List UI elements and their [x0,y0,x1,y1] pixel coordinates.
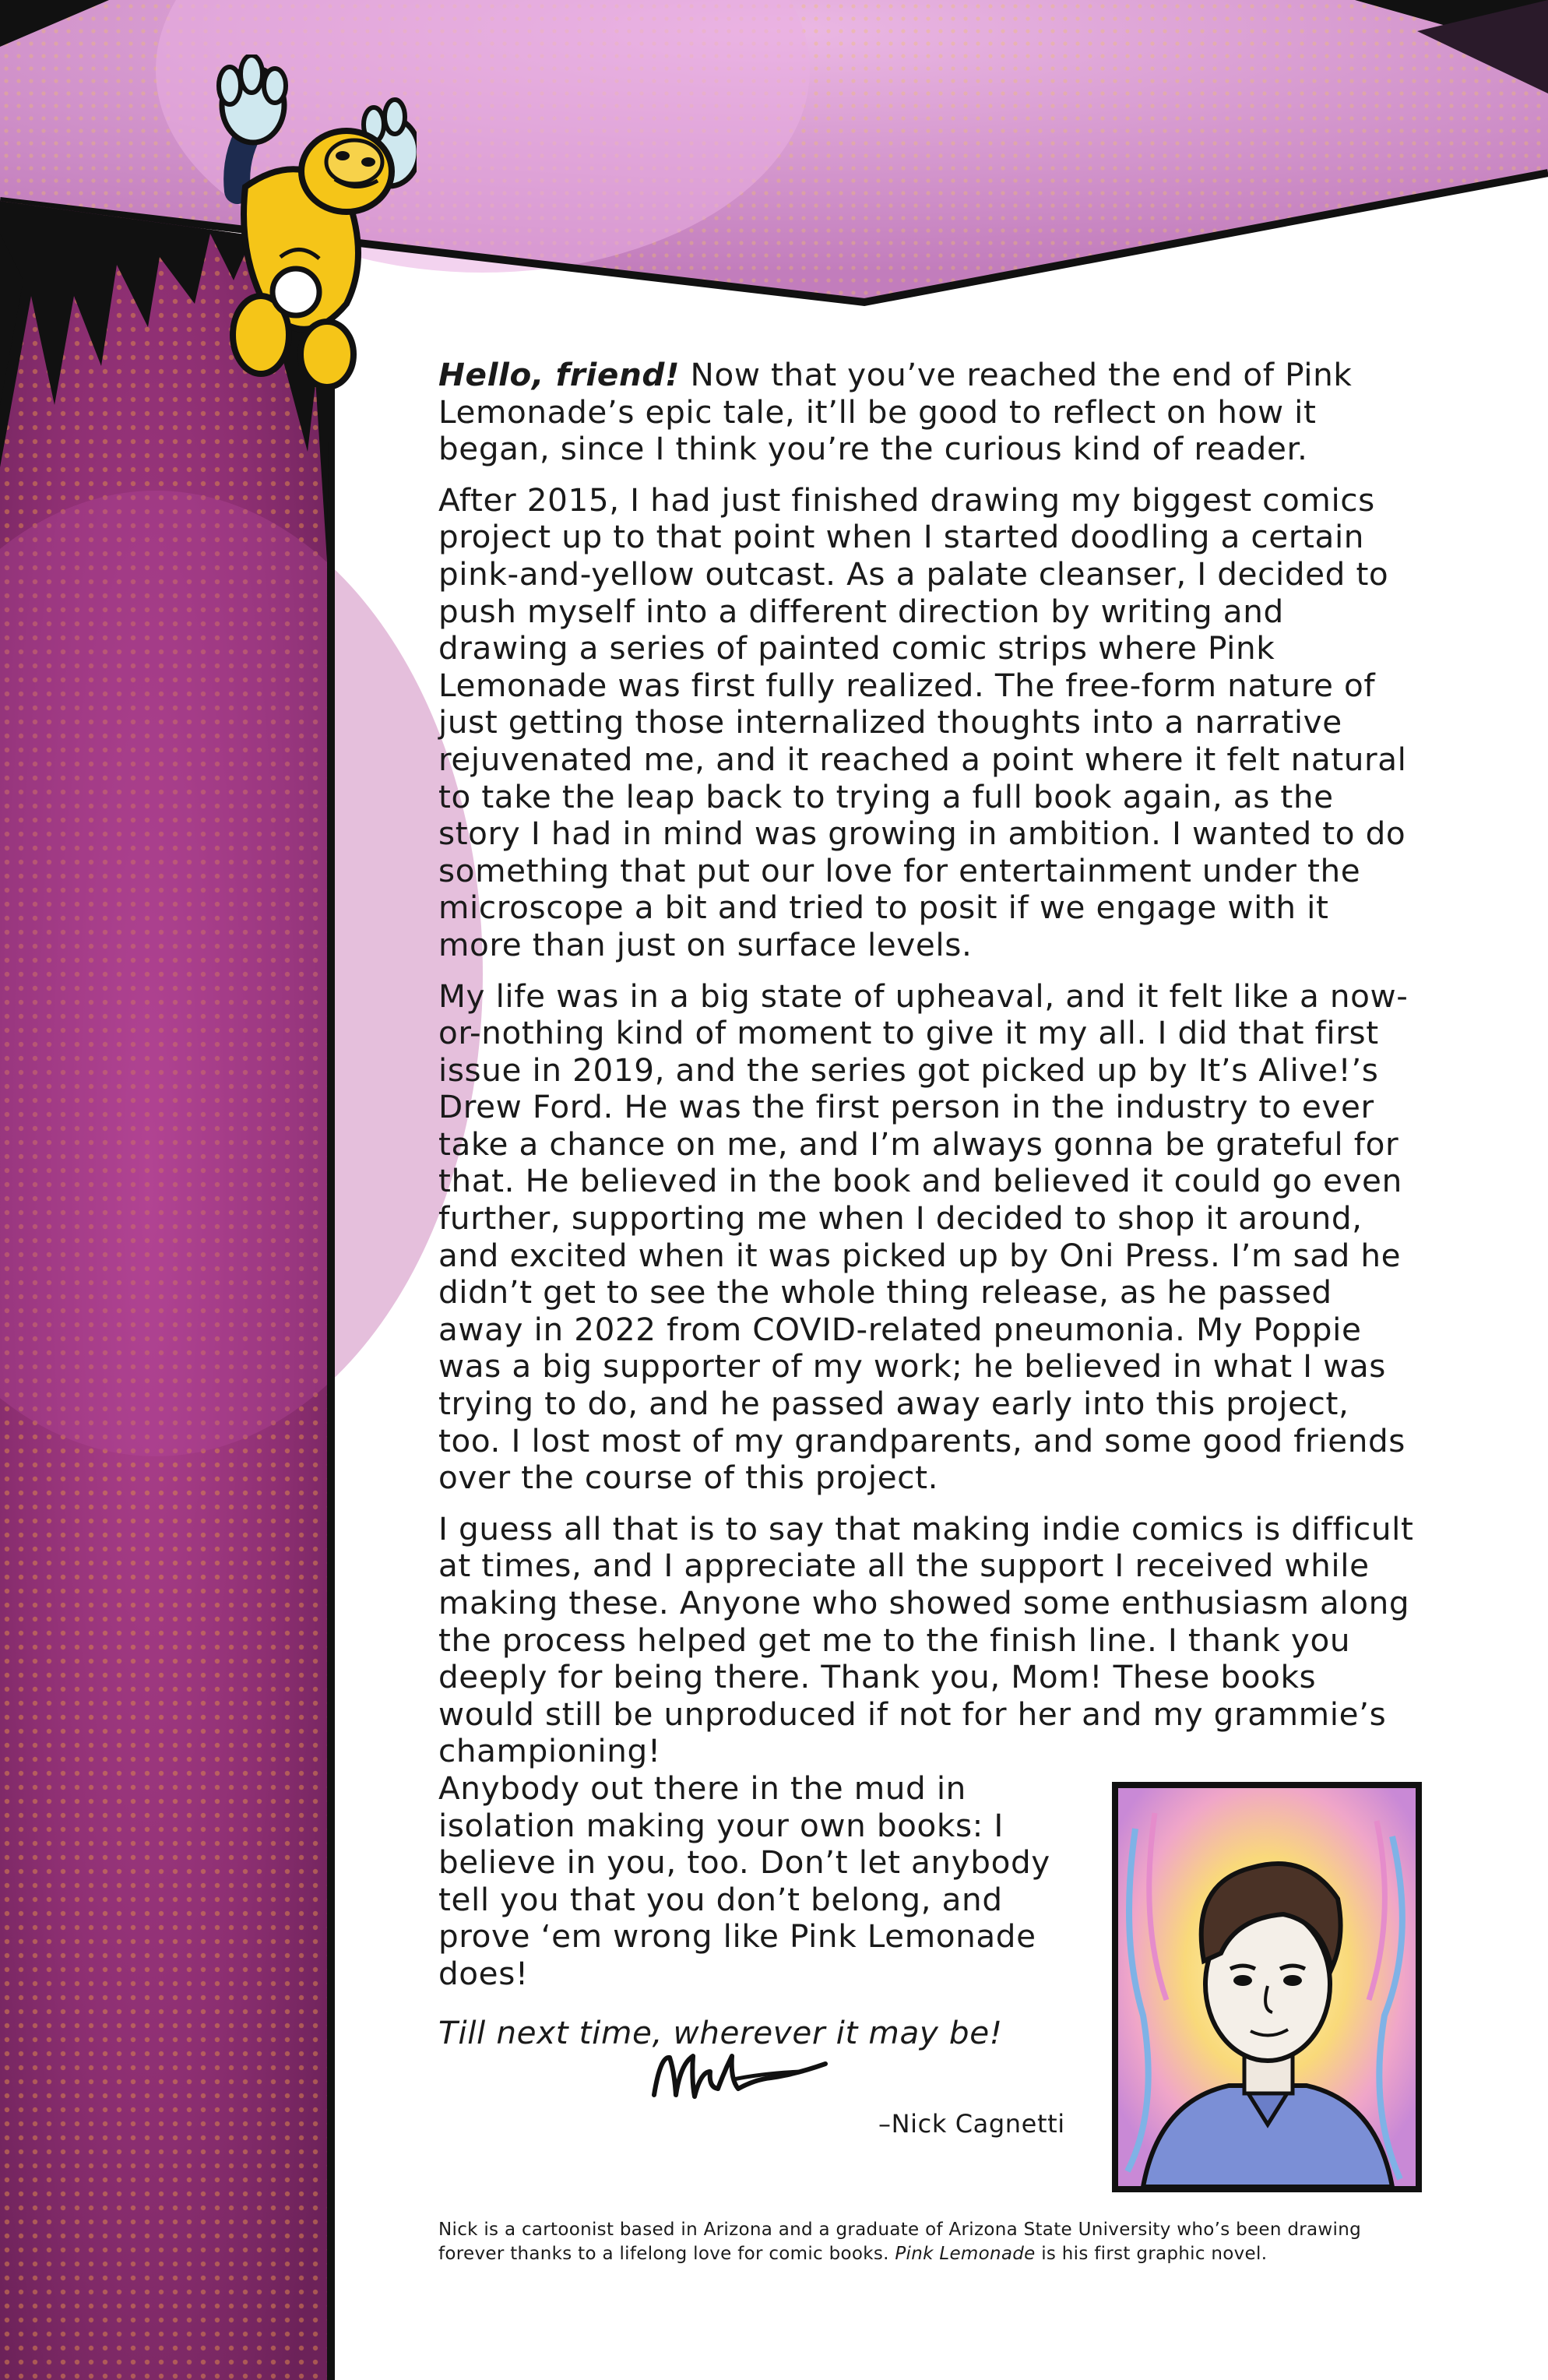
author-bio [438,2218,1421,2266]
letter-paragraph-3: My life was in a big state of upheaval, and it felt like a now-or-nothing kind of moment to give it my all. I did that first issue in 2019, and the series got picked up by It’s Alive!’s Drew Ford. He was the first person in the industry to ever take a chance on me, and I’m always gonna be grateful for that. He believed in the book and believed it could go even further, supporting me when I decided to shop it around, and excited when it was picked up by Oni Press. I’m sad he didn’t get to see the whole thing release, as he passed away in 2022 from COVID-related pneumonia. My Poppie was a big supporter of my work; he believed in what I was trying to do, and he passed away early into this project, too. I lost most of my grandparents, and some good friends over the course of this project. [438,977,1409,1497]
letter-paragraph-1 [438,357,1421,468]
signature-name: –Nick Cagnetti [878,2109,1065,2139]
letter-paragraph-4 [438,1511,1421,1770]
letter-paragraph-4-continued: Anybody out there in the mud in isolation making your own books: I believe in you, too. Don’t let anybody tell you that you don’t belong, and prove ‘em wrong like Pink Lemonade does! [438,1769,1050,1992]
paragraph-4-text: I guess all that is to say that making indie comics is difficult at times, and I appreciate all the support I received while making these. Anyone who showed some enthusiasm along the process helped get me to the finish line. I thank you deeply for being there. Thank you, Mom! These books would still be unproduced if not for her and my grammie’s championing! [438,1509,1414,1770]
paragraph-1-text: Now that you’ve reached the end of Pink Lemonade’s epic tale, it’ll be good to reflect on how it began, since I think you’re the curious kind of reader. [438,356,1353,468]
flying-hero-illustration [152,55,417,389]
greeting: Hello, friend! [438,356,681,393]
closing-line: Till next time, wherever it may be! [438,2013,1003,2051]
handwritten-signature-icon [646,2040,833,2111]
left-glove [219,55,286,143]
author-portrait [1112,1782,1422,2192]
letter-paragraph-2: After 2015, I had just finished drawing my biggest comics project up to that point when I started doodling a certain pink-and-yellow outcast. As a palate cleanser, I decided to push myself into a different direction by writing and drawing a series of painted comic strips where Pink Lemonade was first fully realized. The free-form nature of just getting those internalized thoughts into a narrative rejuvenated me, and it reached a point where it felt natural to take the leap back to trying a full book again, as the story I had in mind was growing in ambition. I wanted to do something that put our love for entertainment under the microscope a bit and tried to posit if we engage with it more than just on surface levels. [438,481,1407,963]
bio-text: Nick is a cartoonist based in Arizona and a graduate of Arizona State University who’s been drawing forever thanks to a lifelong love for comic books. [438,2220,1361,2264]
bio-text-end: is his first graphic novel. [1035,2244,1268,2264]
bio-book-title: Pink Lemonade [895,2244,1036,2264]
